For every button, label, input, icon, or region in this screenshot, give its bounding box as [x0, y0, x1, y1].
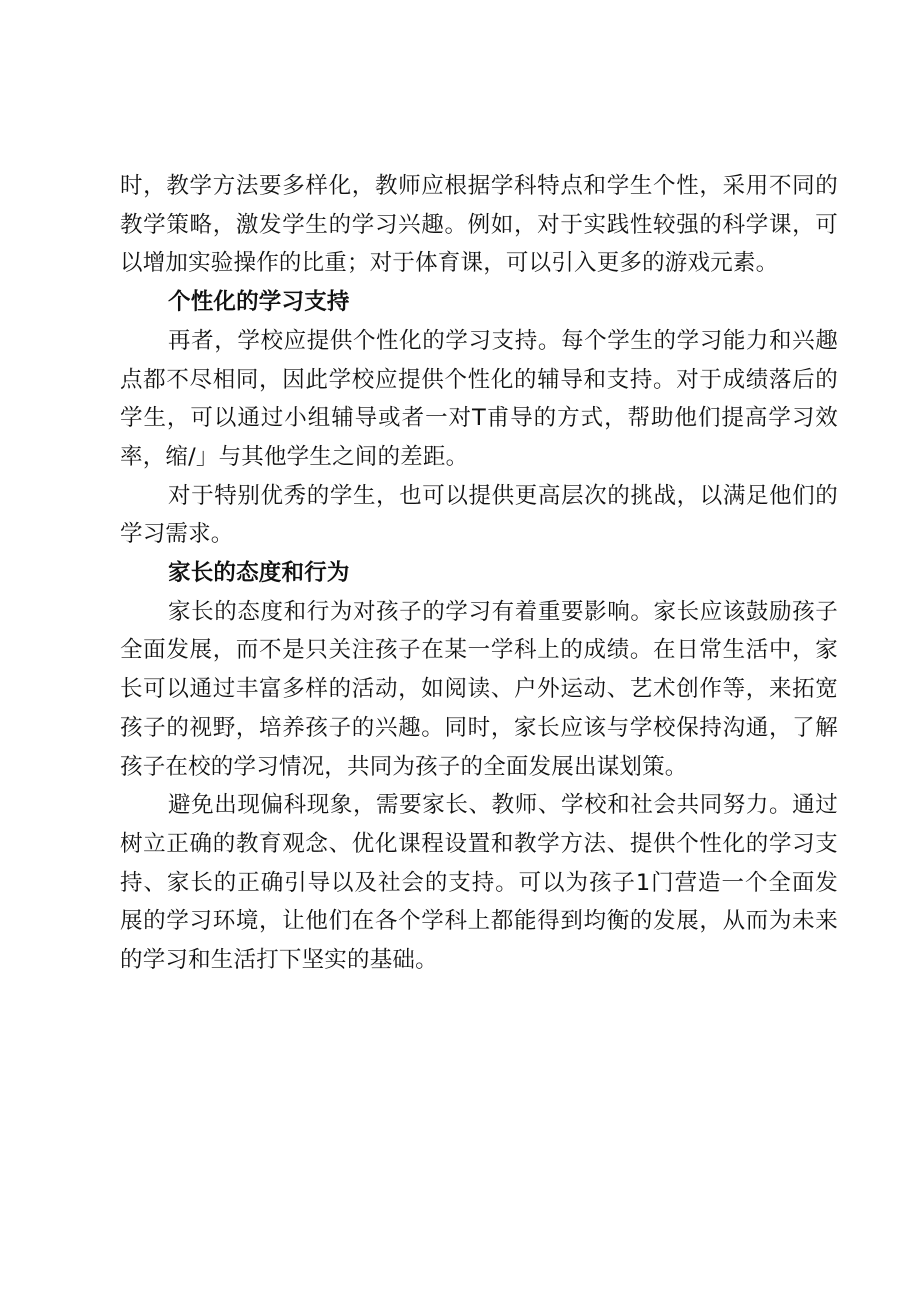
paragraph-personalized-support: 再者，学校应提供个性化的学习支持。每个学生的学习能力和兴趣点都不尽相同，因此学校应提供个性化的辅导和支持。对于成绩落后的学生，可以通过小组辅导或者一对T甫导的方式，帮助他们提高学习效率，缩/」与其他学生之间的差距。 — [120, 327, 838, 470]
section-heading-personalized-support: 个性化的学习支持 — [168, 289, 350, 316]
paragraph-parents-attitude: 家长的态度和行为对孩子的学习有着重要影响。家长应该鼓励孩子全面发展，而不是只关注孩子在某一学科上的成绩。在日常生活中，家长可以通过丰富多样的活动，如阅读、户外运动、艺术创作等，来拓宽孩子的视野，培养孩子的兴趣。同时，家长应该与学校保持沟通，了解孩子在校的学习情况，共同为孩子的全面发展出谋划策。 — [120, 598, 838, 780]
section-heading-parents: 家长的态度和行为 — [168, 560, 350, 587]
paragraph-teaching-methods: 时，教学方法要多样化，教师应根据学科特点和学生个性，采用不同的教学策略，激发学生的学习兴趣。例如，对于实践性较强的科学课，可以增加实验操作的比重；对于体育课，可以引入更多的游戏元素。 — [120, 173, 838, 277]
paragraph-conclusion: 避免出现偏科现象，需要家长、教师、学校和社会共同努力。通过树立正确的教育观念、优化课程设置和教学方法、提供个性化的学习支持、家长的正确引导以及社会的支持。可以为孩子1门营造一个全面发展的学习环境，让他们在各个学科上都能得到均衡的发展，从而为未来的学习和生活打下坚实的基础。 — [120, 792, 838, 974]
paragraph-excellent-students: 对于特别优秀的学生，也可以提供更高层次的挑战，以满足他们的学习需求。 — [120, 482, 838, 548]
document-body — [120, 167, 838, 980]
